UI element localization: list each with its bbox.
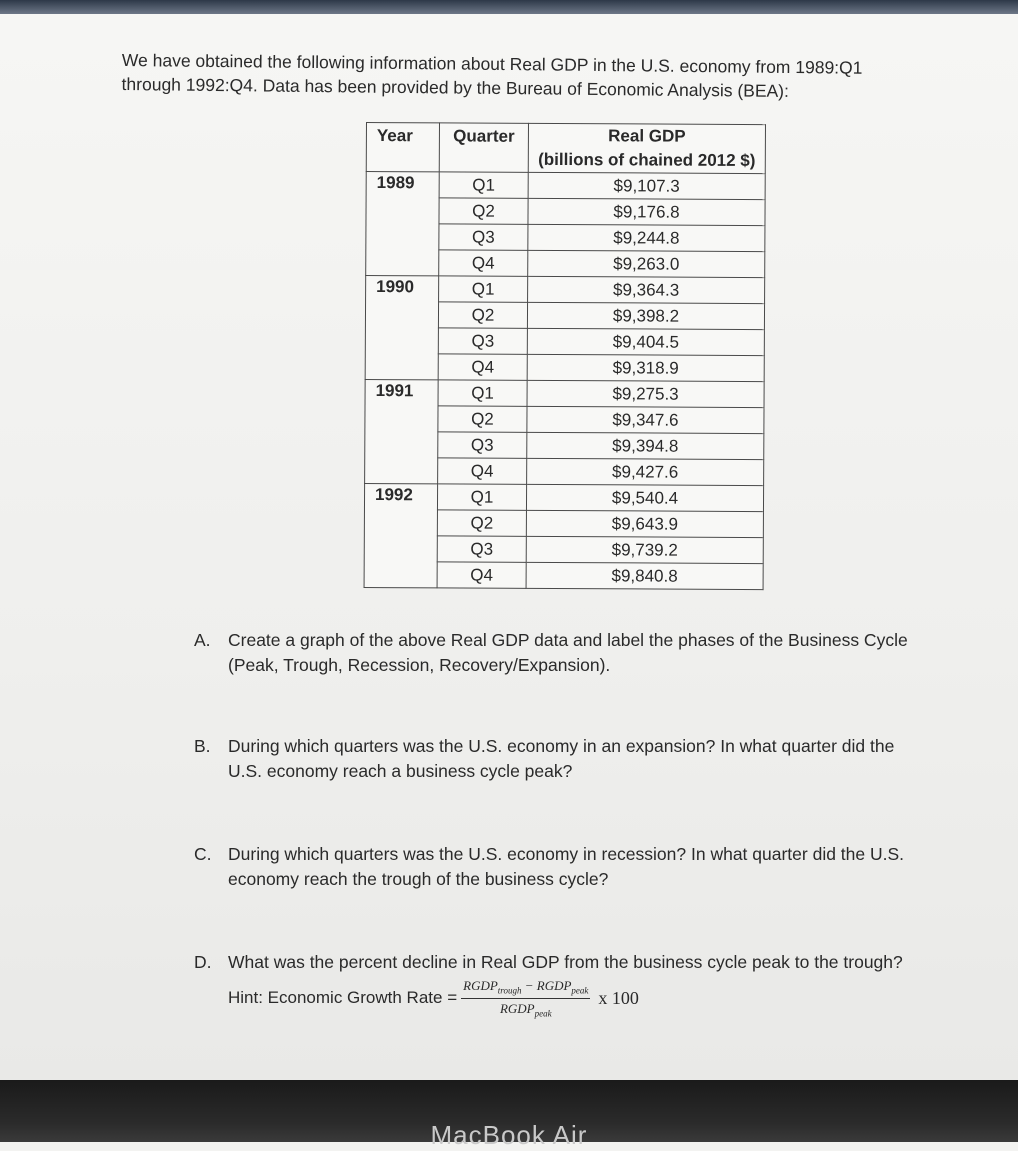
screen-top-bezel [0, 0, 1018, 14]
real-gdp-cell: $9,398.2 [527, 302, 764, 329]
question-b-line-2: U.S. economy reach a business cycle peak? [228, 761, 573, 781]
growth-rate-hint [228, 978, 639, 1018]
intro-paragraph [121, 48, 951, 105]
real-gdp-cell: $9,244.8 [528, 224, 765, 251]
real-gdp-cell: $9,176.8 [528, 198, 765, 225]
quarter-cell: Q3 [439, 224, 528, 250]
real-gdp-cell: $9,318.9 [527, 354, 764, 381]
quarter-cell: Q3 [438, 328, 527, 354]
table-row [366, 172, 765, 200]
formula-multiplier: x 100 [598, 987, 639, 1008]
year-cell: 1991 [365, 379, 439, 483]
question-b-letter: B. [194, 736, 211, 756]
table-body [364, 172, 765, 590]
year-cell: 1992 [364, 483, 438, 587]
quarter-cell: Q3 [438, 432, 527, 458]
header-year: Year [366, 123, 439, 172]
question-b-line-1: During which quarters was the U.S. economy in an expansion? In what quarter did the [228, 736, 895, 756]
question-a [194, 628, 954, 678]
intro-line-2: through 1992:Q4. Data has been provided by the Bureau of Economic Analysis (BEA): [121, 73, 790, 101]
real-gdp-table [364, 122, 766, 590]
quarter-cell: Q4 [439, 250, 528, 276]
denominator-term-sub: peak [534, 1008, 552, 1019]
question-d-line-1: What was the percent decline in Real GDP from the business cycle peak to the trough? [228, 952, 903, 972]
question-a-line-2: (Peak, Trough, Recession, Recovery/Expansion). [228, 655, 611, 675]
question-a-letter: A. [194, 630, 211, 650]
quarter-cell: Q4 [438, 458, 527, 484]
real-gdp-cell: $9,840.8 [526, 562, 763, 589]
intro-line-1: We have obtained the following information about Real GDP in the U.S. economy from 1989:Q1 [121, 49, 863, 78]
numerator-term-b-sub: peak [571, 985, 589, 996]
numerator-term-a-sub: trough [497, 985, 522, 996]
question-d-letter: D. [194, 952, 212, 972]
real-gdp-cell: $9,275.3 [527, 380, 764, 407]
year-cell: 1990 [365, 276, 439, 380]
real-gdp-cell: $9,347.6 [527, 406, 764, 433]
quarter-cell: Q1 [439, 276, 528, 302]
quarter-cell: Q2 [437, 510, 526, 536]
quarter-cell: Q2 [439, 198, 528, 224]
real-gdp-cell: $9,263.0 [528, 250, 765, 277]
table-row [364, 483, 763, 511]
header-quarter: Quarter [439, 123, 528, 172]
real-gdp-cell: $9,394.8 [527, 432, 764, 459]
real-gdp-cell: $9,540.4 [526, 484, 763, 511]
question-c [194, 842, 954, 892]
laptop-brand-label: MacBook Air [430, 1120, 588, 1150]
numerator-term-b: RGDP [536, 978, 572, 993]
numerator-term-a: RGDP [463, 978, 498, 993]
question-c-line-1: During which quarters was the U.S. economy in recession? In what quarter did the U.S. [228, 844, 905, 864]
real-gdp-cell: $9,739.2 [526, 536, 763, 563]
table-row [365, 379, 764, 407]
table-header-row [366, 123, 765, 174]
real-gdp-cell: $9,364.3 [528, 276, 765, 303]
formula-numerator [461, 978, 590, 999]
denominator-term: RGDP [499, 1000, 535, 1016]
question-c-letter: C. [194, 844, 212, 864]
year-cell: 1989 [366, 172, 440, 276]
formula-denominator [500, 999, 552, 1019]
quarter-cell: Q1 [437, 484, 526, 510]
real-gdp-cell: $9,643.9 [526, 510, 763, 537]
numerator-minus: − [521, 978, 537, 993]
quarter-cell: Q2 [438, 302, 527, 328]
table-row [366, 276, 765, 304]
growth-rate-formula [461, 978, 590, 1018]
real-gdp-cell: $9,107.3 [528, 172, 765, 199]
quarter-cell: Q4 [437, 562, 526, 588]
hint-label: Hint: Economic Growth Rate = [228, 988, 458, 1008]
quarter-cell: Q1 [439, 172, 528, 198]
question-c-line-2: economy reach the trough of the business cycle? [228, 869, 609, 889]
real-gdp-cell: $9,404.5 [527, 328, 764, 355]
question-b [194, 734, 954, 784]
quarter-cell: Q1 [438, 380, 527, 406]
real-gdp-cell: $9,427.6 [527, 458, 764, 485]
question-d [194, 950, 954, 975]
quarter-cell: Q3 [437, 536, 526, 562]
quarter-cell: Q2 [438, 406, 527, 432]
quarter-cell: Q4 [438, 354, 527, 380]
header-real-gdp [528, 123, 765, 173]
header-real-gdp-unit: (billions of chained 2012 $) [538, 149, 756, 171]
header-real-gdp-title: Real GDP [608, 126, 686, 146]
question-a-line-1: Create a graph of the above Real GDP data and label the phases of the Business Cycle [228, 630, 908, 650]
